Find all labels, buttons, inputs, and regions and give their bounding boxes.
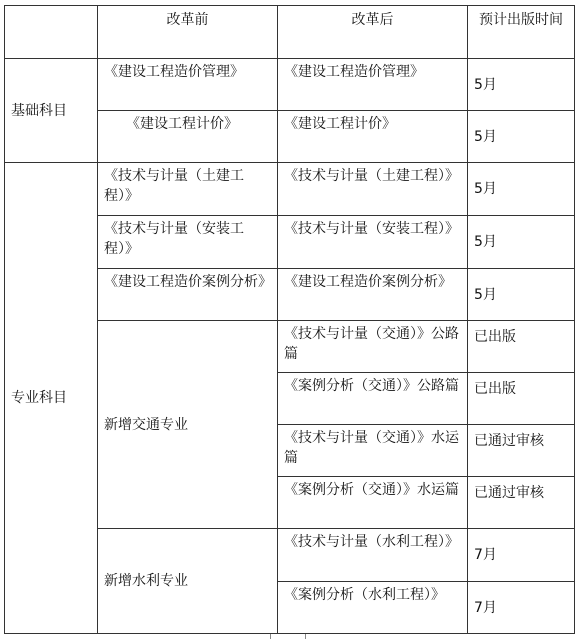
- cell-after: 《建设工程计价》: [278, 111, 468, 163]
- cell-time: 7月: [468, 529, 575, 582]
- cell-after: 《建设工程造价管理》: [278, 59, 468, 111]
- table-row: [5, 163, 575, 216]
- cell-after: 《技术与计量（水利工程）》: [278, 529, 468, 582]
- cell-before: 《建设工程造价管理》: [98, 59, 278, 111]
- cell-before: 《建设工程计价》: [98, 111, 278, 163]
- cell-time: 5月: [468, 163, 575, 216]
- cell-before: 《建设工程造价案例分析》: [98, 269, 278, 321]
- cell-after: 《案例分析（交通）》水运篇: [278, 477, 468, 529]
- cell-time: 已通过审核: [468, 425, 575, 477]
- header-before: 改革前: [98, 6, 278, 59]
- cell-time: 5月: [468, 269, 575, 321]
- header-category: [5, 6, 98, 59]
- cell-time: 7月: [468, 582, 575, 634]
- cell-time: 已通过审核: [468, 477, 575, 529]
- cell-time: 已出版: [468, 321, 575, 373]
- table-row: [5, 59, 575, 111]
- cell-before-water: 新增水利专业: [98, 529, 278, 634]
- cell-after: 《技术与计量（交通）》公路篇: [278, 321, 468, 373]
- cell-time: 5月: [468, 59, 575, 111]
- cell-after: 《技术与计量（安装工程）》: [278, 216, 468, 269]
- text-cursor-mark: [305, 634, 306, 639]
- cell-time: 5月: [468, 216, 575, 269]
- category-professional: 专业科目: [5, 163, 98, 634]
- category-basic: 基础科目: [5, 59, 98, 163]
- header-time: 预计出版时间: [468, 6, 575, 59]
- cell-before: 《技术与计量（土建工程）》: [98, 163, 278, 216]
- text-cursor-mark: [270, 634, 271, 639]
- cell-after: 《案例分析（水利工程）》: [278, 582, 468, 634]
- header-after: 改革后: [278, 6, 468, 59]
- cell-time: 已出版: [468, 373, 575, 425]
- cell-before-transport: 新增交通专业: [98, 321, 278, 529]
- cell-before: 《技术与计量（安装工程）》: [98, 216, 278, 269]
- cell-after: 《技术与计量（土建工程）》: [278, 163, 468, 216]
- table-header-row: [5, 6, 575, 59]
- cell-after: 《技术与计量（交通）》水运篇: [278, 425, 468, 477]
- cell-after: 《案例分析（交通）》公路篇: [278, 373, 468, 425]
- publication-schedule-table: [4, 5, 575, 634]
- cell-time: 5月: [468, 111, 575, 163]
- cell-after: 《建设工程造价案例分析》: [278, 269, 468, 321]
